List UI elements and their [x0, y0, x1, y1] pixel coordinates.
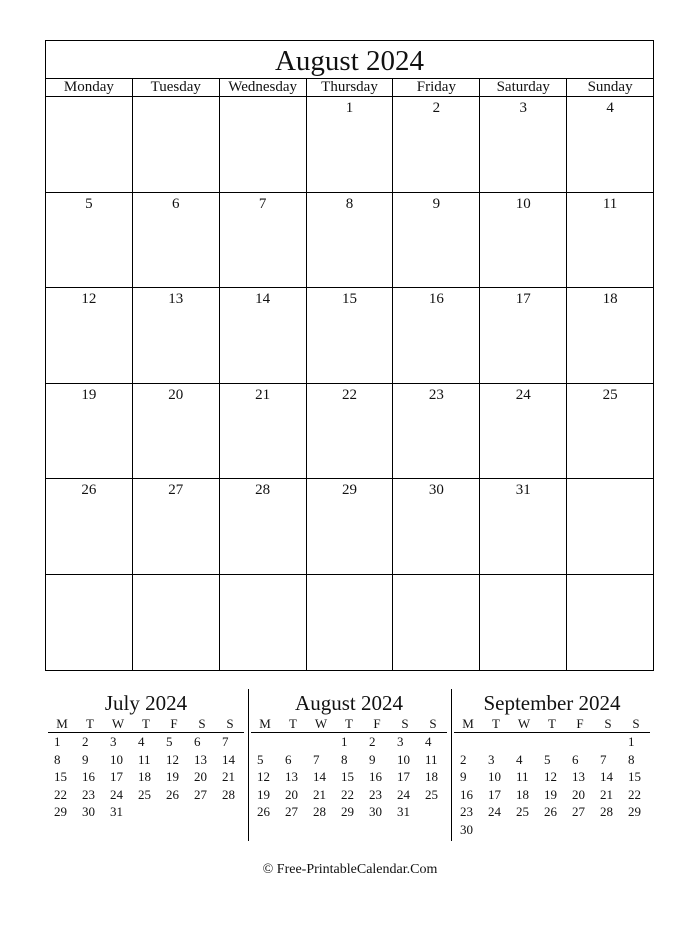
mini-day — [251, 733, 279, 751]
calendar-title: August 2024 — [46, 41, 653, 79]
calendar-day-cell: 5 — [46, 193, 133, 288]
mini-day: 1 — [341, 734, 348, 749]
mini-day: 15 — [628, 769, 641, 784]
mini-day: 7 — [313, 751, 320, 767]
mini-week-row — [454, 733, 650, 751]
mini-day: 7 — [222, 734, 229, 749]
mini-calendar-september — [454, 690, 650, 838]
mini-calendar-july — [48, 690, 244, 821]
mini-day — [419, 803, 447, 821]
mini-day: 15 — [54, 769, 67, 784]
calendar-week-row — [46, 384, 653, 480]
mini-day: 16 — [82, 769, 95, 784]
mini-day — [132, 803, 160, 821]
calendar-day-cell: 11 — [602, 195, 618, 212]
weekday-thursday: Thursday — [307, 79, 394, 96]
calendar-day-cell — [393, 575, 480, 671]
mini-day: 26 — [166, 786, 179, 802]
mini-day — [538, 733, 566, 751]
mini-week-row — [454, 803, 650, 821]
calendar-day-cell — [480, 575, 567, 671]
mini-day — [454, 733, 482, 751]
calendar-day-cell: 21 — [220, 384, 307, 479]
mini-day: 31 — [397, 804, 410, 819]
mini-day: 11 — [516, 769, 529, 784]
mini-day: 20 — [572, 786, 585, 802]
mini-day: 25 — [138, 786, 151, 802]
calendar-day-cell: 10 — [480, 193, 567, 288]
calendar-day-cell: 28 — [220, 479, 307, 574]
mini-day: 21 — [600, 786, 613, 802]
mini-day: 28 — [313, 804, 326, 819]
calendar-day-cell: 22 — [307, 384, 394, 479]
mini-weekday-label: S — [429, 716, 437, 731]
calendar-day-cell: 12 — [46, 288, 133, 383]
mini-day: 21 — [222, 769, 235, 784]
calendar-day-cell: 1 — [307, 97, 394, 192]
calendar-day-cell: 6 — [133, 193, 220, 288]
mini-weekday-label: F — [373, 716, 381, 731]
weekday-header-row — [46, 79, 653, 97]
calendar-day-cell: 13 — [133, 288, 220, 383]
mini-day: 30 — [460, 821, 473, 837]
mini-weekday-label: F — [170, 716, 178, 731]
mini-calendar-grid — [251, 733, 447, 821]
main-calendar — [45, 40, 654, 671]
mini-day: 6 — [572, 751, 579, 767]
mini-day: 27 — [194, 786, 207, 802]
calendar-day-cell — [567, 575, 653, 671]
calendar-day-cell — [220, 575, 307, 671]
mini-calendar-divider — [451, 689, 452, 841]
mini-day: 2 — [369, 734, 376, 749]
mini-day: 4 — [138, 734, 145, 749]
mini-day: 30 — [369, 804, 382, 819]
mini-day: 9 — [82, 751, 89, 767]
mini-day: 22 — [341, 786, 354, 802]
mini-day: 29 — [628, 804, 641, 819]
mini-week-row — [454, 821, 650, 839]
mini-day: 6 — [285, 751, 292, 767]
mini-day: 28 — [222, 786, 235, 802]
mini-day: 11 — [138, 751, 151, 767]
mini-day: 5 — [257, 751, 264, 767]
mini-day: 6 — [194, 734, 201, 749]
mini-calendar-title: July 2024 — [104, 691, 188, 715]
mini-day — [566, 821, 594, 839]
mini-day: 26 — [257, 804, 270, 819]
calendar-day-cell: 29 — [307, 479, 394, 574]
mini-day: 3 — [488, 751, 495, 767]
calendar-day-cell: 31 — [480, 479, 567, 574]
calendar-day-cell — [46, 575, 133, 671]
weekday-tuesday: Tuesday — [133, 79, 220, 96]
mini-day — [622, 821, 650, 839]
mini-week-row — [48, 786, 244, 804]
mini-weekday-label: T — [86, 716, 94, 731]
mini-day: 30 — [82, 804, 95, 819]
mini-day: 23 — [460, 804, 473, 819]
mini-day: 24 — [397, 786, 410, 802]
mini-weekday-row — [251, 716, 447, 733]
mini-day: 22 — [628, 786, 641, 802]
mini-week-row — [48, 803, 244, 821]
calendar-grid — [46, 97, 653, 670]
mini-day — [566, 733, 594, 751]
mini-day: 12 — [544, 769, 557, 784]
mini-day: 27 — [285, 804, 298, 819]
mini-day — [279, 733, 307, 751]
mini-day: 8 — [628, 751, 635, 767]
mini-day: 22 — [54, 786, 67, 802]
mini-day: 1 — [628, 734, 635, 749]
mini-day: 31 — [110, 804, 123, 819]
mini-day: 5 — [544, 751, 551, 767]
mini-weekday-label: M — [259, 716, 271, 731]
weekday-wednesday: Wednesday — [220, 79, 307, 96]
mini-day — [482, 733, 510, 751]
mini-weekday-label: S — [604, 716, 612, 731]
calendar-day-cell: 19 — [46, 384, 133, 479]
mini-week-row — [454, 786, 650, 804]
mini-day: 25 — [516, 804, 529, 819]
calendar-day-cell: 9 — [393, 193, 480, 288]
mini-day: 4 — [425, 734, 432, 749]
mini-day: 11 — [425, 751, 438, 767]
mini-day: 14 — [222, 751, 235, 767]
mini-weekday-label: W — [314, 716, 328, 731]
mini-day: 20 — [285, 786, 298, 802]
mini-calendar-divider — [248, 689, 249, 841]
mini-weekday-label: S — [632, 716, 640, 731]
calendar-day-cell: 24 — [480, 384, 567, 479]
mini-weekday-label: S — [198, 716, 206, 731]
mini-day: 4 — [516, 751, 523, 767]
calendar-day-cell: 23 — [393, 384, 480, 479]
mini-week-row — [48, 768, 244, 786]
mini-day: 8 — [54, 751, 61, 767]
mini-day: 19 — [544, 786, 557, 802]
mini-weekday-label: W — [517, 716, 531, 731]
calendar-day-cell: 27 — [133, 479, 220, 574]
mini-day — [594, 821, 622, 839]
mini-weekday-label: T — [142, 716, 150, 731]
mini-day — [594, 733, 622, 751]
mini-day: 20 — [194, 769, 207, 784]
mini-day: 27 — [572, 804, 585, 819]
calendar-week-row — [46, 479, 653, 575]
mini-day: 10 — [110, 751, 123, 767]
mini-day: 13 — [194, 751, 207, 767]
mini-day: 18 — [425, 769, 438, 784]
mini-day: 17 — [488, 786, 501, 802]
weekday-saturday: Saturday — [480, 79, 567, 96]
mini-day: 9 — [369, 751, 376, 767]
calendar-week-row — [46, 193, 653, 289]
mini-day — [482, 821, 510, 839]
calendar-day-cell — [220, 97, 307, 192]
mini-day: 24 — [488, 804, 501, 819]
mini-day: 17 — [397, 769, 410, 784]
mini-day: 3 — [397, 734, 404, 749]
mini-day — [538, 821, 566, 839]
mini-day: 14 — [313, 769, 326, 784]
mini-day: 2 — [460, 751, 467, 767]
mini-day: 28 — [600, 804, 613, 819]
mini-day: 10 — [397, 751, 410, 767]
mini-week-row — [251, 751, 447, 769]
mini-day: 14 — [600, 769, 613, 784]
calendar-day-cell — [567, 479, 653, 574]
mini-calendar-title: August 2024 — [295, 691, 403, 715]
mini-day: 7 — [600, 751, 607, 767]
mini-weekday-label: M — [462, 716, 474, 731]
mini-day: 23 — [369, 786, 382, 802]
mini-day — [307, 733, 335, 751]
mini-weekday-row — [454, 716, 650, 733]
mini-day: 17 — [110, 769, 123, 784]
mini-weekday-label: T — [492, 716, 500, 731]
mini-day: 12 — [166, 751, 179, 767]
calendar-day-cell: 20 — [133, 384, 220, 479]
mini-day: 3 — [110, 734, 117, 749]
mini-day — [510, 821, 538, 839]
mini-weekday-label: M — [56, 716, 68, 731]
weekday-sunday: Sunday — [587, 79, 633, 95]
mini-day: 12 — [257, 769, 270, 784]
mini-week-row — [454, 751, 650, 769]
calendar-day-cell: 26 — [46, 479, 133, 574]
calendar-day-cell: 17 — [480, 288, 567, 383]
calendar-day-cell: 30 — [393, 479, 480, 574]
mini-day — [216, 803, 244, 821]
mini-day: 5 — [166, 734, 173, 749]
mini-week-row — [251, 733, 447, 751]
mini-weekday-row — [48, 716, 244, 733]
calendar-day-cell: 16 — [393, 288, 480, 383]
mini-weekday-label: T — [289, 716, 297, 731]
calendar-week-row — [46, 575, 653, 671]
mini-day: 26 — [544, 804, 557, 819]
calendar-week-row — [46, 97, 653, 193]
mini-weekday-label: S — [401, 716, 409, 731]
calendar-day-cell: 2 — [393, 97, 480, 192]
mini-day: 18 — [516, 786, 529, 802]
mini-weekday-label: T — [548, 716, 556, 731]
mini-day: 2 — [82, 734, 89, 749]
calendar-day-cell: 8 — [307, 193, 394, 288]
mini-day: 23 — [82, 786, 95, 802]
mini-weekday-label: F — [576, 716, 584, 731]
calendar-day-cell: 14 — [220, 288, 307, 383]
mini-day — [510, 733, 538, 751]
mini-calendar-title: September 2024 — [483, 691, 621, 715]
mini-day — [160, 803, 188, 821]
calendar-day-cell: 25 — [602, 386, 618, 403]
mini-day: 19 — [166, 769, 179, 784]
footer-credit: © Free-PrintableCalendar.Com — [262, 862, 438, 877]
mini-day: 13 — [285, 769, 298, 784]
mini-day: 21 — [313, 786, 326, 802]
mini-day: 24 — [110, 786, 123, 802]
mini-day: 15 — [341, 769, 354, 784]
mini-day: 9 — [460, 769, 467, 784]
mini-week-row — [251, 803, 447, 821]
mini-calendar-august — [251, 690, 447, 821]
mini-day: 18 — [138, 769, 151, 784]
mini-day — [188, 803, 216, 821]
mini-day: 19 — [257, 786, 270, 802]
calendar-week-row — [46, 288, 653, 384]
mini-day: 16 — [369, 769, 382, 784]
mini-week-row — [48, 751, 244, 769]
mini-week-row — [48, 733, 244, 751]
calendar-day-cell: 7 — [220, 193, 307, 288]
mini-day: 29 — [341, 804, 354, 819]
mini-calendar-grid — [48, 733, 244, 821]
weekday-monday: Monday — [46, 79, 133, 96]
calendar-day-cell — [307, 575, 394, 671]
mini-day: 8 — [341, 751, 348, 767]
calendar-day-cell: 3 — [480, 97, 567, 192]
mini-weekday-label: S — [226, 716, 234, 731]
mini-week-row — [251, 786, 447, 804]
mini-week-row — [454, 768, 650, 786]
mini-calendar-grid — [454, 733, 650, 838]
mini-week-row — [251, 768, 447, 786]
mini-day: 16 — [460, 786, 473, 802]
mini-weekday-label: T — [345, 716, 353, 731]
calendar-day-cell — [133, 97, 220, 192]
calendar-day-cell — [46, 97, 133, 192]
mini-day: 10 — [488, 769, 501, 784]
calendar-day-cell: 15 — [307, 288, 394, 383]
calendar-day-cell — [133, 575, 220, 671]
mini-day: 1 — [54, 734, 61, 749]
calendar-day-cell: 18 — [602, 291, 618, 307]
mini-day: 29 — [54, 804, 67, 819]
mini-day: 25 — [425, 786, 438, 802]
weekday-friday: Friday — [393, 79, 480, 96]
mini-weekday-label: W — [111, 716, 125, 731]
mini-day: 13 — [572, 769, 585, 784]
calendar-day-cell: 4 — [606, 100, 614, 116]
